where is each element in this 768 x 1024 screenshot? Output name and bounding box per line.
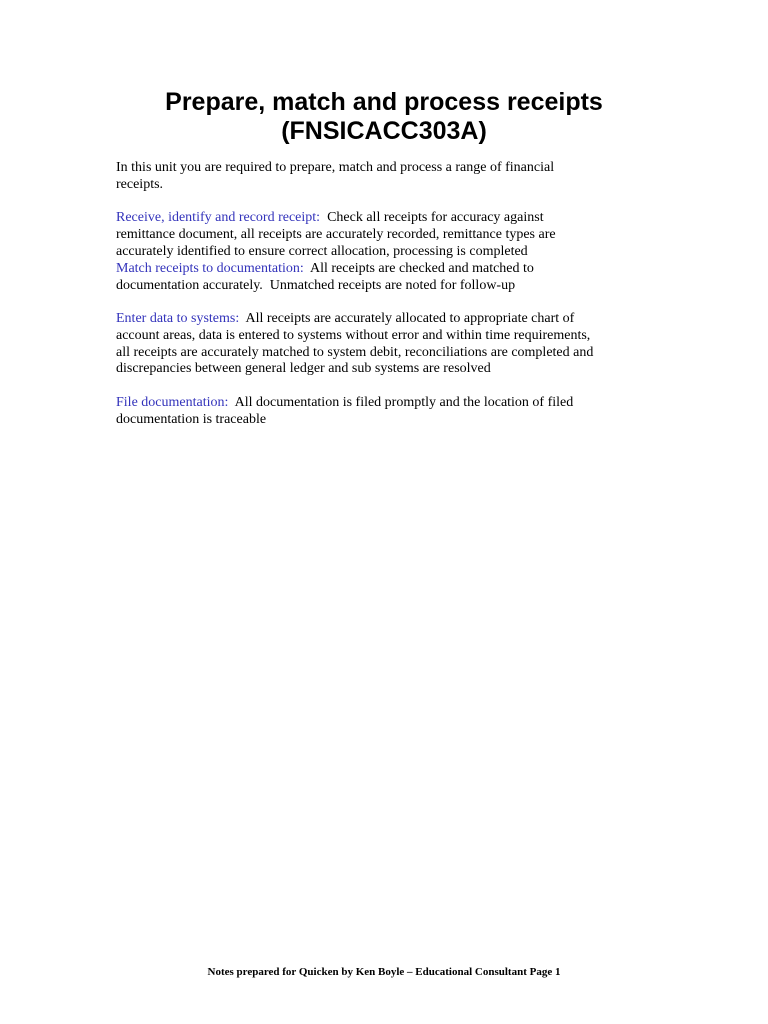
section-text: documentation accurately. Unmatched receipts are noted for follow-up — [116, 277, 516, 293]
section-heading: Match receipts to documentation: — [116, 261, 304, 276]
section-text: documentation is traceable — [116, 411, 267, 427]
section-text: account areas, data is entered to systems without error and within time requirements, — [116, 327, 591, 343]
intro-line: In this unit you are required to prepare, match and process a range of financial — [116, 160, 555, 175]
section-text: all receipts are accurately matched to system debit, reconciliations are completed and — [116, 344, 594, 360]
section-text: Check all receipts for accuracy against — [320, 210, 544, 225]
section-text: All receipts are accurately allocated to appropriate chart of — [239, 311, 575, 326]
intro-line: receipts. — [116, 176, 164, 192]
section-text: accurately identified to ensure correct allocation, processing is completed — [116, 243, 528, 259]
section-text: All documentation is filed promptly and the location of filed — [228, 395, 574, 410]
section-first-line — [116, 261, 656, 278]
section-heading: File documentation: — [116, 395, 229, 410]
section-first-line — [116, 395, 656, 412]
section-heading: Receive, identify and record receipt: — [116, 210, 321, 225]
section-text: discrepancies between general ledger and sub systems are resolved — [116, 361, 491, 377]
section-first-line — [116, 210, 656, 227]
section-heading: Enter data to systems: — [116, 311, 240, 326]
section-text: remittance document, all receipts are accurately recorded, remittance types are — [116, 226, 556, 242]
page-footer: Notes prepared for Quicken by Ken Boyle – Educational Consultant Page 1 — [207, 966, 561, 978]
document-title: Prepare, match and process receipts — [165, 88, 603, 116]
section-text: All receipts are checked and matched to — [303, 261, 534, 276]
intro-paragraph — [116, 160, 656, 194]
section-match-receipts — [116, 261, 656, 295]
section-receive-identify-record — [116, 210, 656, 260]
section-enter-data — [116, 311, 656, 378]
section-file-documentation — [116, 395, 656, 429]
section-first-line — [116, 311, 656, 328]
document-unit-code: (FNSICACC303A) — [281, 117, 487, 145]
